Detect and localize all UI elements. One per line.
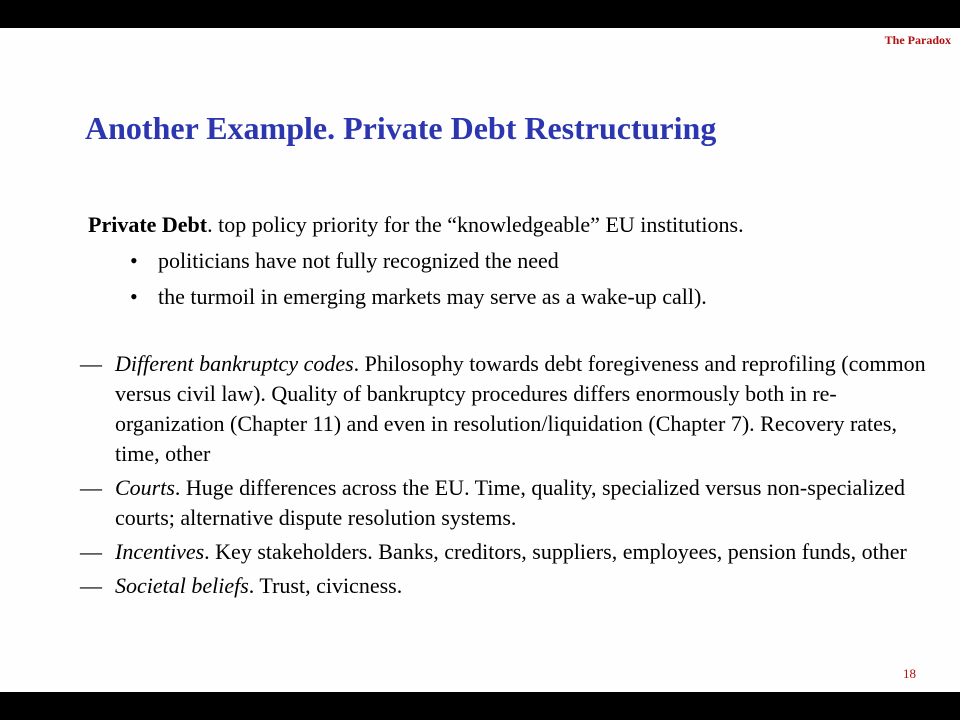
factor-term: Different bankruptcy codes [115,351,354,376]
factor-text: . Key stakeholders. Banks, creditors, suppliers, employees, pension funds, other [204,539,907,564]
slide [0,28,960,692]
factor-term: Incentives [115,539,205,564]
dash-icon: — [80,475,99,500]
bullet-text: the turmoil in emerging markets may serve as a wake-up call). [158,284,707,309]
page-number: 18 [903,666,916,681]
intro-paragraph [88,212,744,238]
factor-text: . Huge differences across the EU. Time, quality, specialized versus non-specialized courts; alternative dispute resolution systems. [115,475,905,530]
intro-text: . top policy priority for the “knowledgeable” EU institutions. [207,212,744,237]
factor-item [80,473,940,533]
bullet-icon: • [130,248,138,273]
section-label: The Paradox [884,33,951,47]
bullet-text: politicians have not fully recognized the need [158,248,559,273]
slide-title: Another Example. Private Debt Restructuring [85,110,717,146]
factor-term: Courts [115,475,175,500]
factor-item [80,349,940,469]
intro-term: Private Debt [88,212,208,237]
factor-text: . Trust, civicness. [248,573,403,598]
factor-text: . Philosophy towards debt foregiveness and reprofiling (common versus civil law). Quality of bankruptcy procedures differs enormously both in re-organization (Chapter 11) and even in resolution/liquidation (Chapter 7). Recovery rates, time, other [115,351,926,466]
bullet-item [130,284,707,320]
dash-icon: — [80,539,99,564]
dash-icon: — [80,351,99,376]
factor-term: Societal beliefs [115,573,249,598]
bullet-list [130,248,707,320]
factor-list [80,349,940,605]
factor-item [80,537,940,567]
dash-icon: — [80,573,99,598]
factor-item [80,571,940,601]
bullet-icon: • [130,284,138,309]
bullet-item [130,248,707,284]
